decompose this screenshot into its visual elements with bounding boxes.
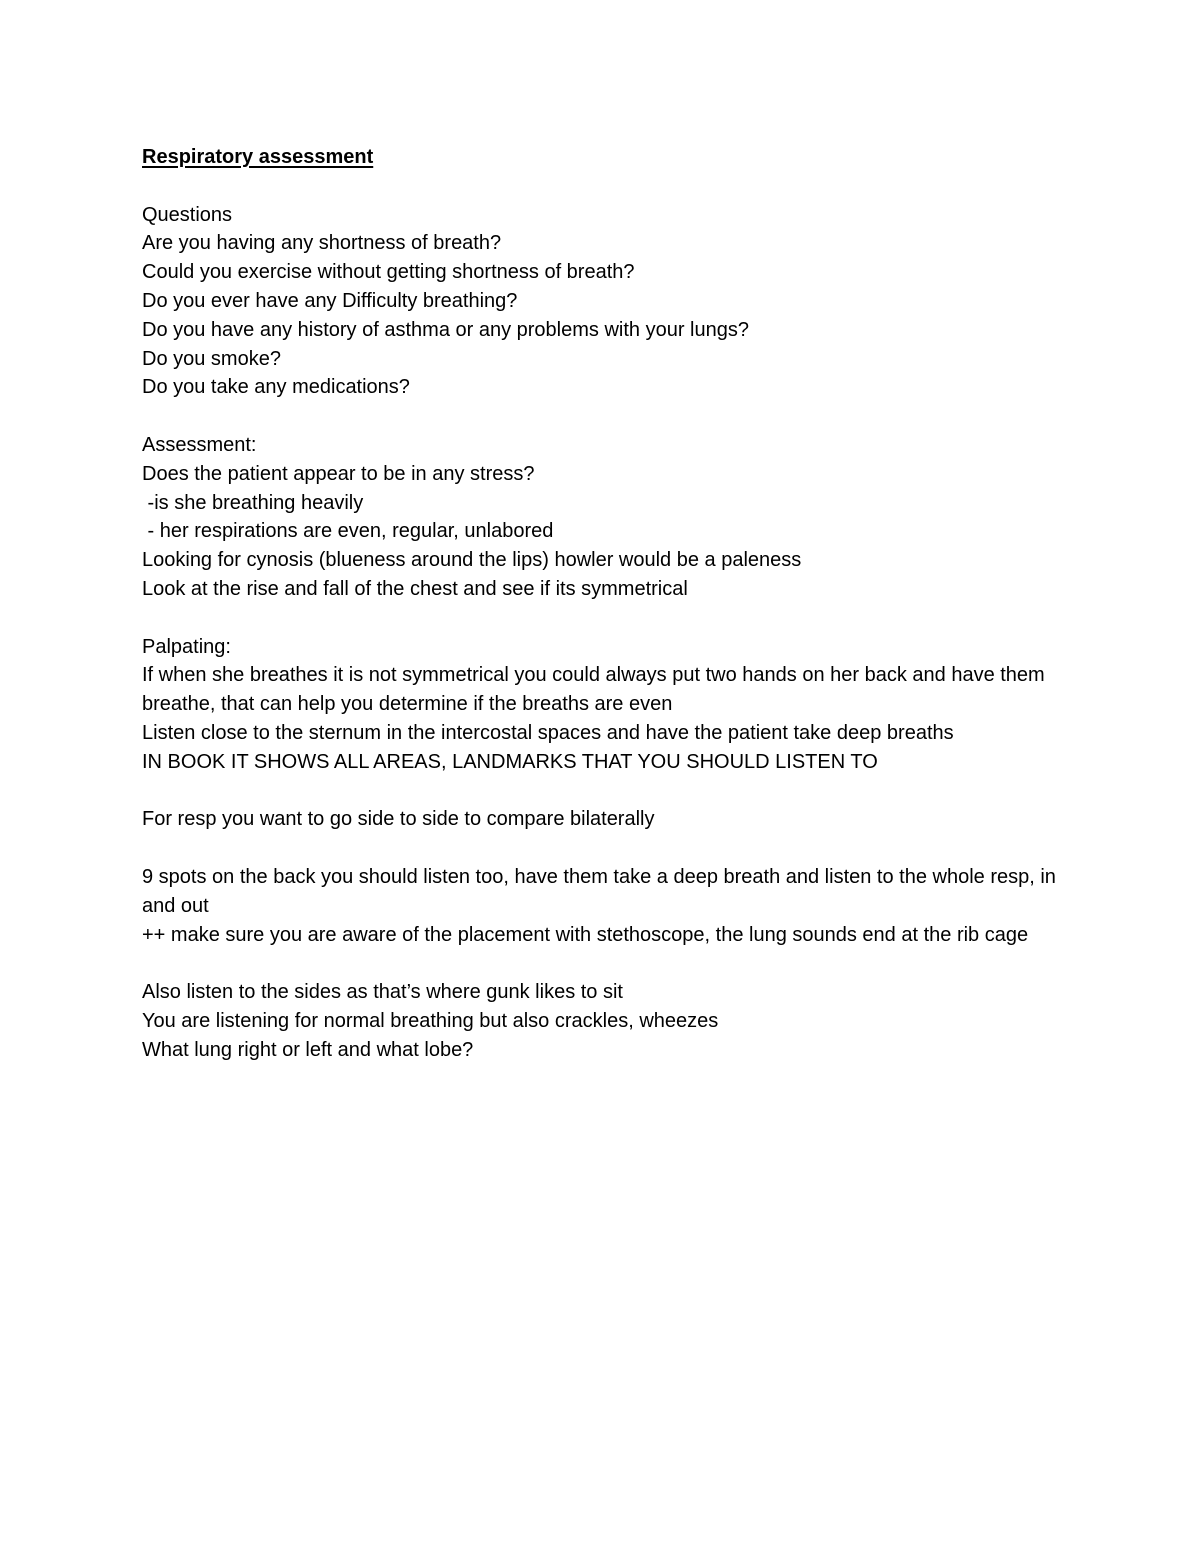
bilateral-line: For resp you want to go side to side to compare bilaterally <box>142 808 655 831</box>
assessment-line: Looking for cynosis (blueness around the lips) howler would be a paleness <box>142 549 802 572</box>
palpating-line: Listen close to the sternum in the intercostal spaces and have the patient take deep breaths <box>142 721 954 744</box>
spacer <box>142 834 1082 863</box>
assessment-line: -is she breathing heavily <box>142 491 364 514</box>
spacer <box>142 949 1082 978</box>
spacer <box>142 604 1082 633</box>
palpating-heading: Palpating: <box>142 635 231 658</box>
document-body <box>142 143 1082 1065</box>
questions-heading: Questions <box>142 203 233 226</box>
palpating-line: IN BOOK IT SHOWS ALL AREAS, LANDMARKS THAT YOU SHOULD LISTEN TO <box>142 750 878 773</box>
question-line: Are you having any shortness of breath? <box>142 232 502 255</box>
question-line: Do you have any history of asthma or any problems with your lungs? <box>142 318 749 341</box>
back-spots-line: ++ make sure you are aware of the placement with stethoscope, the lung sounds end at the rib cage <box>142 923 1029 946</box>
document-title: Respiratory assessment <box>142 146 374 168</box>
sides-line: Also listen to the sides as that’s where gunk likes to sit <box>142 981 623 1004</box>
question-line: Could you exercise without getting shortness of breath? <box>142 261 635 284</box>
sides-line: What lung right or left and what lobe? <box>142 1038 474 1061</box>
question-line: Do you take any medications? <box>142 376 410 399</box>
spacer <box>142 172 1082 201</box>
palpating-line: If when she breathes it is not symmetrical you could always put two hands on her back and have them breathe, that can help you determine if the breaths are even <box>142 664 1045 716</box>
back-spots-line: 9 spots on the back you should listen too, have them take a deep breath and listen to the whole resp, in and out <box>142 865 1056 917</box>
question-line: Do you ever have any Difficulty breathing? <box>142 289 518 312</box>
assessment-line: - her respirations are even, regular, unlabored <box>142 520 554 543</box>
spacer <box>142 402 1082 431</box>
assessment-line: Does the patient appear to be in any stress? <box>142 462 535 485</box>
sides-line: You are listening for normal breathing but also crackles, wheezes <box>142 1009 719 1032</box>
assessment-line: Look at the rise and fall of the chest and see if its symmetrical <box>142 577 688 600</box>
question-line: Do you smoke? <box>142 347 281 370</box>
assessment-heading: Assessment: <box>142 433 257 456</box>
spacer <box>142 777 1082 806</box>
